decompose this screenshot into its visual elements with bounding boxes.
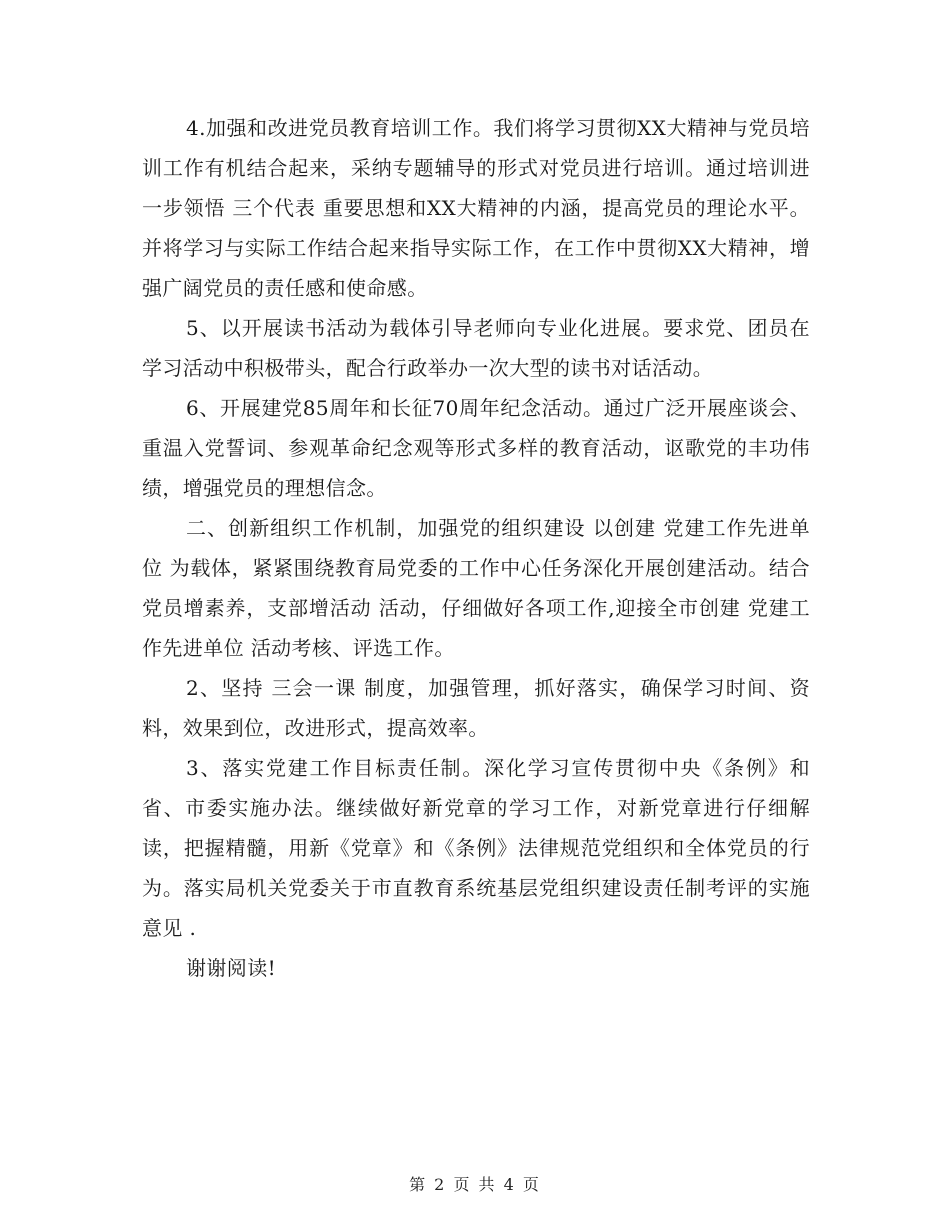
paragraph-thanks: 谢谢阅读! xyxy=(186,956,277,980)
page-number-footer: 第 2 页 共 4 页 xyxy=(409,1175,541,1194)
paragraph-anniversary-activity: 6、开展建党85周年和长征70周年纪念活动。通过广泛开展座谈会、重温入党誓词、参观革命纪念观等形式多样的教育活动，讴歌党的丰功伟绩，增强党员的理想信念。 xyxy=(142,396,810,500)
document-body xyxy=(142,108,810,988)
paragraph-organization-mechanism: 二、创新组织工作机制，加强党的组织建设 以创建 党建工作先进单位 为载体，紧紧围绕教育局党委的工作中心任务深化开展创建活动。结合 党员增素养，支部增活动 活动，仔细做好各项工作,迎接全市创建 党建工作先进单位 活动考核、评选工作。 xyxy=(142,516,810,660)
paragraph-three-meetings-system: 2、坚持 三会一课 制度，加强管理，抓好落实，确保学习时间、资料，效果到位，改进形式，提高效率。 xyxy=(142,676,810,740)
paragraph-responsibility-system: 3、落实党建工作目标责任制。深化学习宣传贯彻中央《条例》和省、市委实施办法。继续做好新党章的学习工作，对新党章进行仔细解读，把握精髓，用新《党章》和《条例》法律规范党组织和全体党员的行为。落实局机关党委关于市直教育系统基层党组织建设责任制考评的实施意见 . xyxy=(142,756,810,940)
paragraph-reading-activity: 5、以开展读书活动为载体引导老师向专业化进展。要求党、团员在学习活动中积极带头，配合行政举办一次大型的读书对话活动。 xyxy=(142,316,810,380)
paragraph-party-education-training: 4.加强和改进党员教育培训工作。我们将学习贯彻XX大精神与党员培训工作有机结合起来，采纳专题辅导的形式对党员进行培训。通过培训进一步领悟 三个代表 重要思想和XX大精神的内涵，提高党员的理论水平。并将学习与实际工作结合起来指导实际工作，在工作中贯彻XX大精神，增强广阔党员的责任感和使命感。 xyxy=(142,116,810,300)
